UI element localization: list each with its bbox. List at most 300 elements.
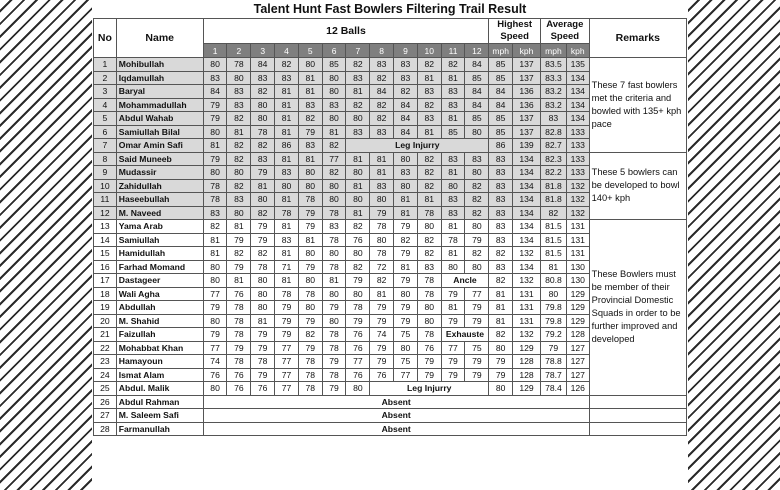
ball-speed: 84 [465,85,489,99]
ball-speed: 78 [322,233,346,247]
highest-mph: 83 [489,179,513,193]
row-number: 23 [94,355,117,369]
highest-mph: 82 [489,328,513,342]
ball-speed: 83 [275,166,299,180]
average-mph: 79.2 [541,328,567,342]
ball-speed: 77 [275,382,299,396]
ball-speed: 79 [417,355,441,369]
ball-speed: 78 [417,328,441,342]
ball-speed: 83 [441,98,465,112]
ball-speed: 80 [465,220,489,234]
highest-kph: 128 [513,368,541,382]
ball-speed: 83 [370,58,394,72]
ball-speed: 79 [227,260,251,274]
ball-speed: 80 [441,260,465,274]
ball-speed: 77 [346,355,370,369]
ball-speed: 78 [370,220,394,234]
highest-mph: 80 [489,341,513,355]
ball-speed: 84 [203,85,227,99]
ball-speed: 80 [322,247,346,261]
average-mph: 82.2 [541,166,567,180]
ball-speed: 82 [298,112,322,126]
highest-kph: 131 [513,301,541,315]
ball-speed: 79 [465,368,489,382]
ball-speed: 82 [417,152,441,166]
highest-mph: 83 [489,206,513,220]
highest-kph: 134 [513,233,541,247]
highest-mph: 85 [489,112,513,126]
table-row [94,58,687,72]
ball-speed: 81 [417,125,441,139]
ball-speed: 80 [322,85,346,99]
injury-note: Exhauste [441,328,489,342]
ball-speed: 79 [441,355,465,369]
ball-speed: 83 [298,139,322,153]
average-kph: 135 [566,58,589,72]
average-mph: 83.2 [541,98,567,112]
ball-speed: 76 [251,382,275,396]
row-number: 9 [94,166,117,180]
ball-speed: 81 [322,274,346,288]
ball-speed: 78 [322,328,346,342]
highest-kph: 132 [513,247,541,261]
ball-speed: 78 [417,287,441,301]
ball-speed: 78 [298,368,322,382]
ball-speed: 78 [227,58,251,72]
ball-speed: 83 [346,71,370,85]
ball-speed: 83 [465,152,489,166]
ball-speed: 82 [370,112,394,126]
ball-speed: 79 [394,314,418,328]
table-row [94,220,687,234]
ball-speed: 80 [417,301,441,315]
bowler-name: Farhad Momand [116,260,203,274]
ball-speed: 75 [465,341,489,355]
row-number: 19 [94,301,117,315]
ball-speed: 79 [370,206,394,220]
ball-speed: 82 [251,206,275,220]
average-mph: 81.5 [541,233,567,247]
ball-speed: 80 [370,193,394,207]
ball-speed: 84 [465,58,489,72]
average-mph: 81 [541,260,567,274]
ball-speed: 80 [251,287,275,301]
ball-speed: 80 [227,206,251,220]
ball-speed: 80 [322,193,346,207]
ball-speed: 81 [275,247,299,261]
ball-speed: 79 [370,355,394,369]
ball-speed: 81 [370,166,394,180]
ball-speed: 80 [346,287,370,301]
ball-speed: 83 [441,193,465,207]
ball-speed: 81 [275,98,299,112]
average-kph: 134 [566,85,589,99]
highest-mph: 81 [489,314,513,328]
ball-speed: 76 [346,368,370,382]
ball-speed: 78 [346,301,370,315]
header-balls: 12 Balls [203,19,489,44]
remarks-empty [589,409,686,423]
row-number: 16 [94,260,117,274]
ball-speed: 81 [417,193,441,207]
highest-mph: 83 [489,193,513,207]
ball-speed: 80 [298,166,322,180]
ball-speed: 76 [417,341,441,355]
average-kph: 131 [566,220,589,234]
ball-speed: 79 [394,274,418,288]
ball-speed: 81 [346,152,370,166]
ball-speed: 77 [203,341,227,355]
ball-speed: 80 [227,166,251,180]
bowler-name: Mohibullah [116,58,203,72]
header-remarks: Remarks [589,19,686,58]
bowler-name: Hamayoun [116,355,203,369]
ball-speed: 83 [227,85,251,99]
header-mph: mph [489,44,513,58]
bowler-name: Omar Amin Safi [116,139,203,153]
ball-speed: 80 [203,166,227,180]
bowler-name: Wali Agha [116,287,203,301]
ball-speed: 83 [203,71,227,85]
ball-speed: 80 [322,71,346,85]
average-kph: 126 [566,382,589,396]
ball-speed: 79 [346,314,370,328]
ball-speed: 80 [203,260,227,274]
ball-speed: 79 [203,98,227,112]
ball-speed: 81 [394,193,418,207]
ball-speed: 81 [417,71,441,85]
ball-speed: 79 [394,247,418,261]
average-mph: 83.2 [541,85,567,99]
ball-speed: 80 [251,112,275,126]
ball-speed: 85 [465,112,489,126]
ball-speed: 80 [298,274,322,288]
ball-speed: 81 [275,220,299,234]
ball-speed: 80 [251,193,275,207]
ball-speed: 80 [394,179,418,193]
row-number: 17 [94,274,117,288]
ball-speed: 80 [465,260,489,274]
ball-speed: 78 [298,287,322,301]
average-kph: 134 [566,71,589,85]
ball-speed: 78 [227,355,251,369]
injury-note: Leg Injurry [370,382,489,396]
row-number: 20 [94,314,117,328]
ball-speed: 81 [203,247,227,261]
row-number: 14 [94,233,117,247]
ball-speed: 79 [227,341,251,355]
ball-speed: 77 [275,341,299,355]
row-number: 26 [94,395,117,409]
average-kph: 130 [566,260,589,274]
row-number: 2 [94,71,117,85]
row-number: 28 [94,422,117,436]
ball-number-header: 1 [203,44,227,58]
row-number: 3 [94,85,117,99]
highest-kph: 134 [513,179,541,193]
average-mph: 81.8 [541,179,567,193]
bowler-name: M. Saleem Safi [116,409,203,423]
ball-speed: 79 [298,220,322,234]
highest-kph: 134 [513,193,541,207]
highest-mph: 80 [489,382,513,396]
average-mph: 78.4 [541,382,567,396]
ball-speed: 81 [346,85,370,99]
ball-speed: 82 [417,166,441,180]
ball-speed: 76 [370,368,394,382]
bowler-name: Haseebullah [116,193,203,207]
ball-speed: 80 [346,112,370,126]
ball-speed: 79 [441,287,465,301]
ball-speed: 75 [394,328,418,342]
ball-speed: 81 [298,152,322,166]
ball-speed: 79 [346,274,370,288]
ball-speed: 79 [394,220,418,234]
highest-kph: 132 [513,274,541,288]
row-number: 22 [94,341,117,355]
bowler-name: M. Shahid [116,314,203,328]
remarks-note: These 5 bowlers can be developed to bowl 140+ kph [589,152,686,220]
ball-speed: 80 [394,152,418,166]
ball-speed: 85 [322,58,346,72]
bowler-name: Abdul. Malik [116,382,203,396]
ball-speed: 83 [322,98,346,112]
highest-kph: 137 [513,71,541,85]
ball-speed: 82 [346,98,370,112]
row-number: 12 [94,206,117,220]
header-no: No [94,19,117,58]
highest-mph: 85 [489,71,513,85]
ball-speed: 82 [251,85,275,99]
average-mph: 82.3 [541,152,567,166]
ball-speed: 84 [394,125,418,139]
ball-speed: 81 [275,274,299,288]
ball-speed: 82 [298,328,322,342]
ball-speed: 80 [322,314,346,328]
row-number: 15 [94,247,117,261]
injury-note: Ancle [441,274,489,288]
ball-speed: 82 [227,152,251,166]
ball-speed: 83 [251,71,275,85]
ball-speed: 80 [465,125,489,139]
ball-speed: 81 [370,287,394,301]
ball-speed: 79 [251,220,275,234]
average-mph: 78.8 [541,355,567,369]
ball-speed: 82 [227,112,251,126]
ball-number-header: 10 [417,44,441,58]
average-kph: 127 [566,355,589,369]
ball-speed: 82 [346,260,370,274]
bowler-name: Yama Arab [116,220,203,234]
ball-speed: 74 [203,355,227,369]
average-mph: 79.8 [541,301,567,315]
ball-speed: 78 [441,233,465,247]
ball-speed: 83 [275,233,299,247]
ball-number-header: 3 [251,44,275,58]
average-kph: 128 [566,328,589,342]
average-kph: 127 [566,341,589,355]
highest-kph: 139 [513,139,541,153]
bowler-name: Zahidullah [116,179,203,193]
ball-speed: 81 [346,206,370,220]
ball-speed: 79 [465,301,489,315]
ball-speed: 80 [251,98,275,112]
ball-speed: 83 [394,166,418,180]
ball-speed: 79 [275,314,299,328]
ball-speed: 83 [417,85,441,99]
ball-speed: 84 [465,98,489,112]
ball-speed: 78 [370,247,394,261]
ball-speed: 78 [251,355,275,369]
ball-speed: 80 [251,274,275,288]
average-mph: 82 [541,206,567,220]
row-number: 21 [94,328,117,342]
ball-speed: 80 [298,179,322,193]
ball-speed: 82 [346,58,370,72]
highest-kph: 131 [513,287,541,301]
ball-number-header: 5 [298,44,322,58]
ball-speed: 79 [298,341,322,355]
ball-speed: 82 [322,139,346,153]
ball-speed: 80 [322,112,346,126]
highest-mph: 85 [489,125,513,139]
ball-speed: 78 [251,125,275,139]
bowler-name: Farmanullah [116,422,203,436]
ball-number-header: 12 [465,44,489,58]
ball-speed: 80 [346,166,370,180]
average-kph: 133 [566,139,589,153]
ball-speed: 86 [275,139,299,153]
ball-speed: 82 [394,233,418,247]
ball-speed: 80 [346,193,370,207]
ball-speed: 79 [322,382,346,396]
ball-speed: 82 [465,179,489,193]
bowler-name: Abdullah [116,301,203,315]
ball-speed: 82 [251,139,275,153]
header-name: Name [116,19,203,58]
highest-mph: 81 [489,301,513,315]
row-number: 1 [94,58,117,72]
ball-speed: 84 [251,58,275,72]
average-kph: 129 [566,314,589,328]
ball-speed: 77 [394,368,418,382]
ball-speed: 81 [322,125,346,139]
ball-speed: 80 [275,179,299,193]
ball-speed: 78 [203,179,227,193]
ball-speed: 78 [251,260,275,274]
ball-speed: 82 [227,247,251,261]
ball-speed: 78 [227,328,251,342]
ball-speed: 81 [441,112,465,126]
ball-speed: 81 [227,220,251,234]
highest-kph: 134 [513,206,541,220]
ball-speed: 77 [441,341,465,355]
remarks-note: These 7 fast bowlers met the criteria and bowled with 135+ kph pace [589,58,686,153]
highest-mph: 79 [489,368,513,382]
ball-speed: 83 [346,125,370,139]
ball-speed: 84 [370,85,394,99]
ball-speed: 79 [465,355,489,369]
ball-speed: 81 [251,179,275,193]
average-kph: 127 [566,368,589,382]
average-mph: 78.7 [541,368,567,382]
average-mph: 80.8 [541,274,567,288]
average-kph: 134 [566,112,589,126]
highest-kph: 131 [513,314,541,328]
ball-speed: 79 [298,125,322,139]
ball-speed: 82 [417,247,441,261]
ball-speed: 81 [441,220,465,234]
ball-speed: 80 [394,287,418,301]
row-number: 10 [94,179,117,193]
ball-speed: 79 [322,301,346,315]
highest-mph: 79 [489,355,513,369]
bowler-name: Mohammadullah [116,98,203,112]
ball-number-header: 9 [394,44,418,58]
highest-kph: 137 [513,125,541,139]
ball-speed: 80 [227,71,251,85]
ball-speed: 78 [322,368,346,382]
average-kph: 131 [566,247,589,261]
bowler-name: Mohabbat Khan [116,341,203,355]
ball-speed: 79 [370,341,394,355]
ball-speed: 83 [203,206,227,220]
ball-speed: 80 [298,301,322,315]
ball-speed: 81 [441,71,465,85]
ball-speed: 81 [441,247,465,261]
ball-speed: 78 [227,301,251,315]
ball-speed: 78 [298,355,322,369]
ball-speed: 79 [251,341,275,355]
ball-speed: 82 [227,179,251,193]
highest-kph: 129 [513,382,541,396]
ball-speed: 81 [298,233,322,247]
absent-label: Absent [203,409,589,423]
ball-speed: 80 [251,301,275,315]
average-mph: 82.8 [541,125,567,139]
ball-speed: 79 [251,368,275,382]
ball-speed: 81 [251,314,275,328]
row-number: 4 [94,98,117,112]
row-number: 6 [94,125,117,139]
ball-speed: 84 [394,98,418,112]
table-row [94,152,687,166]
ball-number-header: 8 [370,44,394,58]
bowler-name: Ismat Alam [116,368,203,382]
row-number: 11 [94,193,117,207]
ball-speed: 81 [298,71,322,85]
bowler-name: M. Naveed [116,206,203,220]
ball-speed: 83 [275,71,299,85]
header-row [94,19,687,44]
ball-speed: 81 [298,85,322,99]
ball-speed: 77 [275,355,299,369]
ball-speed: 81 [203,139,227,153]
row-number: 8 [94,152,117,166]
ball-speed: 82 [346,220,370,234]
ball-speed: 82 [227,139,251,153]
ball-speed: 78 [298,382,322,396]
ball-speed: 78 [322,341,346,355]
table-row [94,395,687,409]
highest-mph: 81 [489,287,513,301]
ball-speed: 79 [251,233,275,247]
ball-speed: 80 [322,287,346,301]
ball-speed: 81 [227,125,251,139]
bowler-name: Samiullah [116,233,203,247]
ball-speed: 81 [275,193,299,207]
ball-speed: 81 [227,274,251,288]
